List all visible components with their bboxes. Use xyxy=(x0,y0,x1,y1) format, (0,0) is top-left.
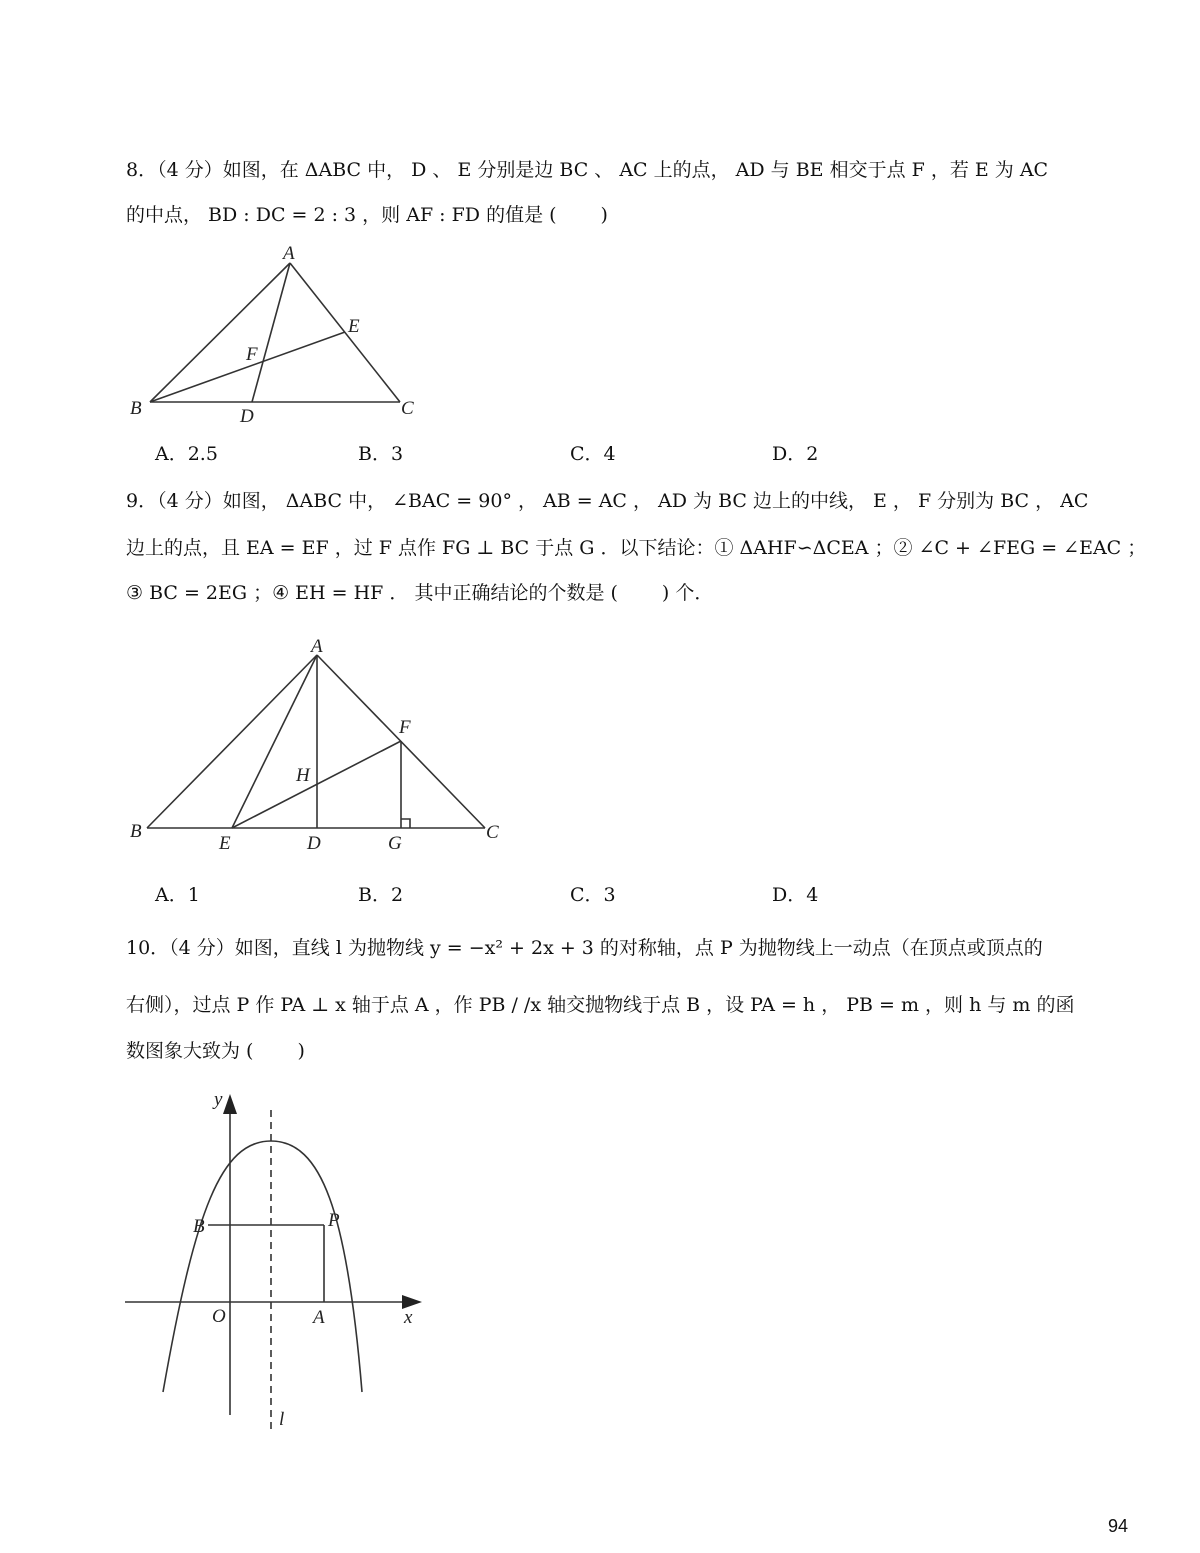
q9-label-F: F xyxy=(399,717,411,738)
q9-option-c: C．3 xyxy=(570,884,616,906)
q9-label-E: E xyxy=(219,833,231,854)
q10-label-y: y xyxy=(214,1089,223,1110)
q8-text-line1: 8．（4 分）如图，在 ΔABC 中， D 、 E 分别是边 BC 、 AC 上的点， AD 与 BE 相交于点 F ，若 E 为 AC xyxy=(126,159,1049,181)
q8-label-C: C xyxy=(401,398,414,419)
q10-label-O: O xyxy=(212,1306,226,1327)
q9-text-line1: 9．（4 分）如图， ΔABC 中， ∠BAC = 90° ， AB = AC ， AD 为 BC 边上的中线， E ， F 分别为 BC ， AC xyxy=(126,490,1089,512)
q8-label-A: A xyxy=(283,243,295,264)
q8-option-a: A．2.5 xyxy=(155,443,218,465)
q10-label-P: P xyxy=(328,1210,340,1231)
q8-label-F: F xyxy=(246,344,258,365)
q9-option-b: B．2 xyxy=(358,884,404,906)
q9-text-line3: ③ BC = 2EG ；④ EH = HF ． 其中正确结论的个数是 ( ) 个． xyxy=(126,582,714,604)
q8-label-E: E xyxy=(348,316,360,337)
q9-label-A: A xyxy=(311,636,323,657)
q9-label-B: B xyxy=(130,821,142,842)
q10-label-A: A xyxy=(313,1307,325,1328)
q9-label-G: G xyxy=(388,833,402,854)
page-number: 94 xyxy=(1107,1516,1128,1536)
q8-option-c: C．4 xyxy=(570,443,616,465)
y-axis-arrow-icon xyxy=(223,1094,237,1114)
q9-option-a: A．1 xyxy=(155,884,200,906)
q9-label-C: C xyxy=(486,822,499,843)
q8-label-D: D xyxy=(240,406,254,427)
q8-option-d: D．2 xyxy=(772,443,819,465)
q10-text-line2: 右侧），过点 P 作 PA ⊥ x 轴于点 A ，作 PB / /x 轴交抛物线于点 B ，设 PA = h ， PB = m ，则 h 与 m 的函 xyxy=(126,994,1075,1016)
q8-label-B: B xyxy=(130,398,142,419)
q9-label-D: D xyxy=(307,833,321,854)
q10-label-B: B xyxy=(193,1216,205,1237)
q9-text-line2: 边上的点，且 EA = EF ，过 F 点作 FG ⊥ BC 于点 G ．以下结论：① ΔAHF∽ΔCEA ；② ∠C + ∠FEG = ∠EAC ； xyxy=(126,537,1147,559)
q9-label-H: H xyxy=(296,765,310,786)
q10-label-x: x xyxy=(404,1307,413,1328)
q10-text-line1: 10．（4 分）如图，直线 l 为抛物线 y = −x² + 2x + 3 的对称轴，点 P 为抛物线上一动点（在顶点或顶点的 xyxy=(126,937,1043,959)
q9-option-d: D．4 xyxy=(772,884,819,906)
q10-text-line3: 数图象大致为 ( ) xyxy=(126,1040,305,1062)
q8-text-line2: 的中点， BD : DC = 2 : 3 ，则 AF : FD 的值是 ( ) xyxy=(126,204,608,226)
q10-label-l: l xyxy=(279,1409,285,1430)
q8-option-b: B．3 xyxy=(358,443,404,465)
